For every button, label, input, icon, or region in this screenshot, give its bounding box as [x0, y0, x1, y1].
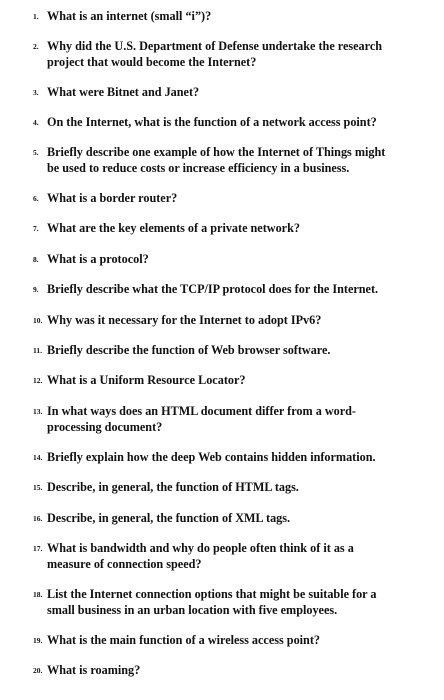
question-text: Briefly describe what the TCP/IP protocol does for the Internet.	[47, 282, 379, 296]
question-2	[33, 39, 422, 70]
question-17	[33, 541, 422, 572]
question-number: 18.	[33, 590, 43, 599]
question-6	[33, 191, 422, 207]
question-number: 15.	[33, 483, 43, 492]
question-text: Describe, in general, the function of XML tags.	[47, 511, 291, 525]
question-12	[33, 373, 422, 389]
question-text: Briefly explain how the deep Web contains hidden information.	[47, 450, 376, 464]
question-text: What is an internet (small “i”)?	[47, 9, 212, 23]
question-3	[33, 85, 422, 101]
question-number: 14.	[33, 453, 43, 462]
question-text: Briefly describe one example of how the Internet of Things might	[47, 145, 386, 159]
question-text: On the Internet, what is the function of a network access point?	[47, 115, 377, 129]
question-5	[33, 145, 422, 176]
question-number: 2.	[33, 42, 39, 51]
question-11	[33, 343, 422, 359]
question-14	[33, 450, 422, 466]
question-text-continued: measure of connection speed?	[47, 556, 202, 571]
question-text: List the Internet connection options that might be suitable for a	[47, 587, 377, 601]
question-text: Why did the U.S. Department of Defense undertake the research	[47, 39, 383, 53]
question-number: 5.	[33, 148, 39, 157]
question-text: What is a protocol?	[47, 252, 149, 266]
question-1	[33, 9, 422, 25]
question-number: 19.	[33, 636, 43, 645]
question-number: 6.	[33, 194, 39, 203]
question-text: Why was it necessary for the Internet to adopt IPv6?	[47, 313, 322, 327]
question-number: 10.	[33, 316, 43, 325]
question-number: 20.	[33, 666, 43, 675]
question-number: 3.	[33, 88, 39, 97]
question-text: What were Bitnet and Janet?	[47, 85, 200, 99]
question-number: 7.	[33, 224, 39, 233]
question-number: 9.	[33, 285, 39, 294]
question-number: 17.	[33, 544, 43, 553]
question-number: 11.	[33, 346, 42, 355]
question-text-continued: processing document?	[47, 419, 163, 434]
question-4	[33, 115, 422, 131]
question-text: Describe, in general, the function of HTML tags.	[47, 480, 299, 494]
question-9	[33, 282, 422, 298]
question-8	[33, 252, 422, 268]
question-10	[33, 313, 422, 329]
question-16	[33, 511, 422, 527]
question-text: Briefly describe the function of Web browser software.	[47, 343, 331, 357]
question-18	[33, 587, 422, 618]
question-number: 12.	[33, 376, 43, 385]
question-19	[33, 633, 422, 649]
question-13	[33, 404, 422, 435]
question-number: 4.	[33, 118, 39, 127]
question-text-continued: be used to reduce costs or increase efficiency in a business.	[47, 160, 350, 175]
question-15	[33, 480, 422, 496]
question-text: What is roaming?	[47, 663, 141, 677]
question-text: What are the key elements of a private network?	[47, 221, 300, 235]
question-7	[33, 221, 422, 237]
question-text: In what ways does an HTML document differ from a word-	[47, 404, 356, 418]
question-20	[33, 663, 422, 679]
question-number: 8.	[33, 255, 39, 264]
question-text: What is bandwidth and why do people often think of it as a	[47, 541, 354, 555]
question-number: 13.	[33, 407, 43, 416]
question-text: What is a Uniform Resource Locator?	[47, 373, 246, 387]
question-number: 1.	[33, 12, 39, 21]
question-text: What is a border router?	[47, 191, 178, 205]
question-text: What is the main function of a wireless access point?	[47, 633, 320, 647]
question-text-continued: small business in an urban location with five employees.	[47, 602, 338, 617]
question-number: 16.	[33, 514, 43, 523]
question-text-continued: project that would become the Internet?	[47, 54, 257, 69]
